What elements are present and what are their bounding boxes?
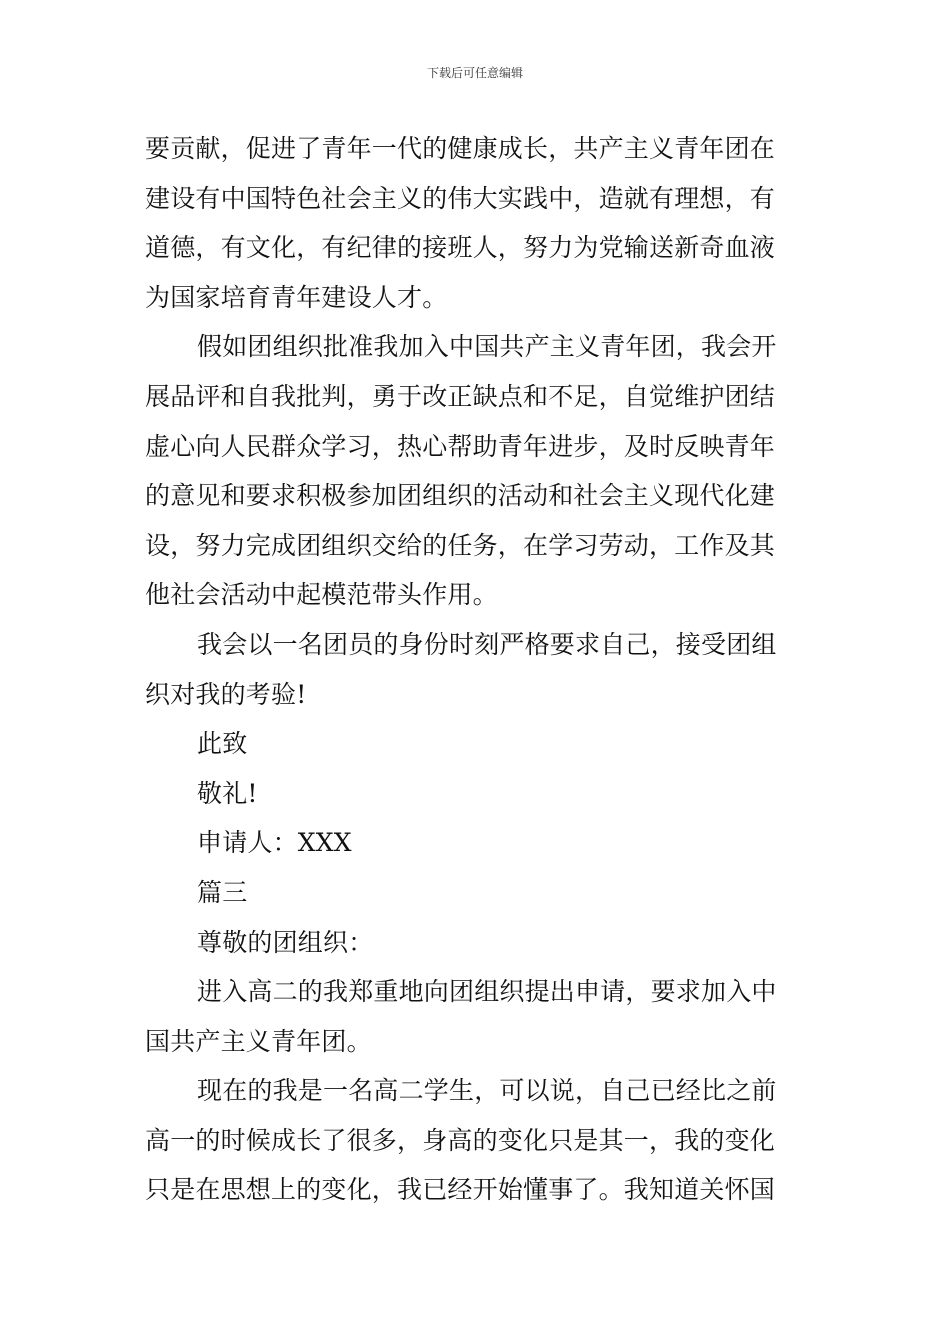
- text-line-18: 进入高二的我郑重地向团组织提出申请，要求加入中: [197, 977, 777, 1007]
- text-line-12: 织对我的考验!: [145, 679, 307, 709]
- closing-salutation: 此致: [197, 729, 248, 759]
- text-line-6: 展品评和自我批判，勇于改正缺点和不足，自觉维护团结: [145, 381, 776, 411]
- applicant-signature: 申请人：XXX: [197, 828, 352, 858]
- text-line-19: 国共产主义青年团。: [145, 1026, 372, 1056]
- section-heading: 篇三: [197, 877, 248, 907]
- text-line-9: 设，努力完成团组织交给的任务，在学习劳动，工作及其: [145, 530, 776, 560]
- text-line-5: 假如团组织批准我加入中国共产主义青年团，我会开: [197, 332, 777, 362]
- closing-respects: 敬礼!: [197, 778, 258, 808]
- text-line-1: 要贡献，促进了青年一代的健康成长，共产主义青年团在: [145, 134, 776, 163]
- document-body: [145, 124, 810, 1215]
- text-line-11: 我会以一名团员的身份时刻严格要求自己，接受团组: [197, 629, 777, 659]
- text-line-10: 他社会活动中起模范带头作用。: [145, 580, 498, 610]
- text-line-21: 高一的时候成长了很多，身高的变化只是其一，我的变化: [145, 1125, 776, 1155]
- text-line-7: 虚心向人民群众学习，热心帮助青年进步，及时反映青年: [145, 431, 776, 461]
- page-header: 下载后可任意编辑: [426, 66, 523, 80]
- text-line-2: 建设有中国特色社会主义的伟大实践中，造就有理想，有: [145, 183, 776, 213]
- text-line-22: 只是在思想上的变化，我已经开始懂事了。我知道关怀国: [145, 1175, 776, 1205]
- text-line-3: 道德，有文化，有纪律的接班人，努力为党输送新奇血液: [145, 233, 776, 263]
- text-line-20: 现在的我是一名高二学生，可以说，自己已经比之前: [197, 1076, 777, 1106]
- greeting-line: 尊敬的团组织：: [197, 927, 374, 957]
- text-line-8: 的意见和要求积极参加团组织的活动和社会主义现代化建: [145, 481, 776, 511]
- text-line-4: 为国家培育青年建设人才。: [145, 282, 448, 312]
